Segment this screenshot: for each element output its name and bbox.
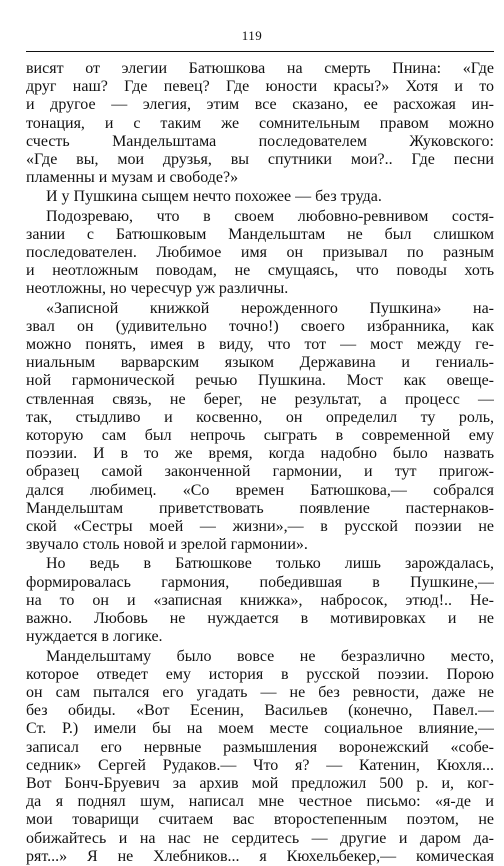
text-line: дался любимец. «Со времен Батюшкова,— собрался <box>26 481 494 499</box>
text-line: мои товарищи считаем вас второстепенным поэтом, не <box>26 811 494 829</box>
text-line: висят от элегии Батюшкова на смерть Пнина: «Где <box>26 60 494 77</box>
text-line: Мандельштам приветствовать появление пастернаков- <box>26 499 494 517</box>
text-line: тонация, и с таким же сомнительным правом можно <box>26 114 494 132</box>
text-line: и неотложным поводам, не смущаясь, что поводы хоть <box>26 262 494 280</box>
text-line: формировалась гармония, победившая в Пушкине,— <box>26 573 494 591</box>
paragraph <box>26 60 494 187</box>
paragraph <box>26 555 494 646</box>
text-line: образец самой законченной гармонии, и тут пригож- <box>26 463 494 481</box>
text-line: зании с Батюшковым Мандельштам не был слишком <box>26 225 494 243</box>
text-line: важно. Любовь не нуждается в мотивировках и не <box>26 610 494 628</box>
text-line: пламенны и музам и свободе?» <box>26 169 239 187</box>
text-line: поэзии. И в то же время, когда надобно было назвать <box>26 445 494 463</box>
text-line: неотложны, но чересчур уж различны. <box>26 280 289 298</box>
text-line: он сам пытался его угадать — не без ревности, даже не <box>26 683 494 701</box>
paragraph <box>26 188 494 206</box>
text-line: звал он (удивительно точно!) своего избранника, как <box>26 317 494 335</box>
text-line: на то он и «записная книжка», набросок, этюд!.. Не- <box>26 591 494 609</box>
text-line: так, стыдливо и косвенно, он определил ту роль, <box>26 408 494 426</box>
text-line: последователен. Любимое имя он призывал по разным <box>26 244 494 262</box>
header-rule <box>26 51 494 52</box>
text-line: ной гармонической речью Пушкина. Мост как овеще- <box>26 372 494 390</box>
text-line: звучало столь новой и зрелой гармонии». <box>26 536 308 554</box>
text-line: И у Пушкина сыщем нечто похожее — без труда. <box>46 188 382 206</box>
text-line: и другое — элегия, этим все сказано, ее расхожая ин- <box>26 96 494 114</box>
text-line: «Записной книжкой нерожденного Пушкина» на- <box>46 299 494 317</box>
paragraph <box>26 648 494 866</box>
text-line: которую сам был непрочь сыграть в современной ему <box>26 427 494 445</box>
text-line: ской «Сестры моей — жизни»,— в русской поэзии не <box>26 518 494 536</box>
body-text <box>26 60 494 866</box>
paragraph <box>26 300 494 555</box>
text-line: седник» Сергей Рудаков.— Что я? — Катенин, Кюхля... <box>26 756 494 774</box>
text-line: друг наш? Где певец? Где юности красы?» Хотя и то <box>26 78 494 96</box>
page-number: 119 <box>241 28 263 43</box>
text-line: без обиды. «Вот Есенин, Васильев (конечно, Павел.— <box>26 702 494 720</box>
text-line: рят...» Я не Хлебников... я Кюхельбекер,— комическая <box>26 847 494 865</box>
text-line: ниальным варварским языком Державина и гениаль- <box>26 354 494 372</box>
text-line: записал его нервные размышления воронежский «собе- <box>26 738 494 756</box>
text-line: да я поднял шум, написал мне честное письмо: «я-де и <box>26 793 494 811</box>
text-line: счесть Мандельштама последователем Жуковского: <box>26 132 494 150</box>
text-line: обижайтесь и на нас не сердитесь — другие и даром да- <box>26 829 494 847</box>
text-line: ствленная связь, не берег, не результат, а процесс — <box>26 390 494 408</box>
paragraph <box>26 208 494 299</box>
text-line: Вот Бонч-Бруевич за архив мой предложил 500 р. и, ког- <box>26 774 494 792</box>
text-line: которое отведет ему история в русской поэзии. Порою <box>26 665 494 683</box>
text-line: нуждается в логике. <box>26 628 163 646</box>
text-line: Но ведь в Батюшкове только лишь зарождалась, <box>46 555 494 573</box>
text-line: «Где вы, мои друзья, вы спутники мои?.. Где песни <box>26 151 494 169</box>
text-line: Ст. Р.) имели бы на моем месте социальное влияние,— <box>26 720 494 738</box>
text-line: можно понять, имея в виду, что тот — мост между ге- <box>26 336 494 354</box>
text-line: Подозреваю, что в своем любовно-ревнивом состя- <box>46 207 494 225</box>
text-line: Мандельштаму было вовсе не безразлично место, <box>46 647 494 665</box>
